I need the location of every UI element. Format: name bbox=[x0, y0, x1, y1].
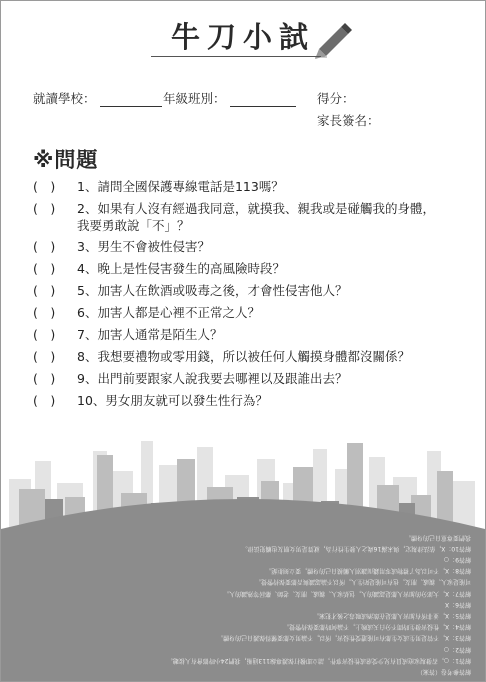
question-text: 4、晚上是性侵害發生的高風險時段？ bbox=[77, 261, 285, 276]
answer-blank[interactable]: ( ) bbox=[33, 179, 56, 194]
question-text: 1、請問全國保護專線電話是113嗎？ bbox=[77, 179, 284, 194]
question-6 bbox=[33, 304, 260, 321]
score-field bbox=[317, 89, 355, 107]
question-2 bbox=[33, 200, 435, 234]
question-text-continued: 我要勇敢說「不」？ bbox=[77, 218, 190, 233]
answer-line: 解答1：○，若發現家庭成員有兒少受虐或性侵害事件，請立即撥打保護專線113通報，我們24小時都會有人接聽。 bbox=[166, 656, 471, 664]
answer-blank[interactable]: ( ) bbox=[33, 261, 56, 276]
question-text: 7、加害人通常是陌生人？ bbox=[77, 327, 223, 342]
answer-blank[interactable]: ( ) bbox=[33, 201, 56, 216]
question-text: 9、出門前要跟家人說我要去哪裡以及跟誰出去？ bbox=[77, 371, 348, 386]
answer-blank[interactable]: ( ) bbox=[33, 371, 56, 386]
class-blank[interactable] bbox=[230, 93, 296, 107]
question-8 bbox=[33, 348, 410, 365]
answer-blank[interactable]: ( ) bbox=[33, 305, 56, 320]
answer-blank[interactable]: ( ) bbox=[33, 327, 56, 342]
class-label: 年級班別： bbox=[163, 91, 226, 106]
answer-line: 解答5：X，並非所有加害人都是在飲酒或吸毒之後才犯案。 bbox=[313, 611, 471, 619]
question-text: 10、男女朋友就可以發生性行為？ bbox=[77, 393, 268, 408]
question-3 bbox=[33, 238, 210, 255]
question-text: 8、我想要禮物或零用錢，所以被任何人觸摸身體都沒關係？ bbox=[77, 349, 410, 364]
school-label: 就讀學校： bbox=[33, 91, 96, 106]
question-10 bbox=[33, 392, 268, 409]
question-5 bbox=[33, 282, 347, 299]
question-9 bbox=[33, 370, 347, 387]
answer-line: 解答2：○ bbox=[443, 645, 471, 653]
question-text: 6、加害人都是心裡不正常之人？ bbox=[77, 305, 260, 320]
answer-line: 解答參考卷（答案） bbox=[416, 668, 471, 675]
school-field bbox=[33, 89, 162, 107]
answer-blank[interactable]: ( ) bbox=[33, 239, 56, 254]
answer-line: 解答3：X，不管是男生或女生都有可能遭受性侵害，所以，不論男女都要懂得保護自己的身體。 bbox=[217, 634, 471, 642]
answer-blank[interactable]: ( ) bbox=[33, 393, 56, 408]
class-field bbox=[163, 89, 296, 107]
answer-line: 解答6：X bbox=[445, 600, 471, 608]
pencil-icon bbox=[313, 19, 353, 59]
question-4 bbox=[33, 260, 285, 277]
answer-line: 解答10：X，依法律規定，與未滿16歲之人發生性行為，就算是男女朋友也觸犯法律。 bbox=[241, 544, 471, 552]
parent-signature-label: 家長簽名： bbox=[317, 113, 380, 128]
answer-blank[interactable]: ( ) bbox=[33, 349, 56, 364]
answer-line: 解答8：X，不可以為了禮物或零用錢而讓別人觸摸自己的身體，要立刻拒絕。 bbox=[265, 567, 471, 575]
answer-blank[interactable]: ( ) bbox=[33, 283, 56, 298]
question-text: 3、男生不會被性侵害？ bbox=[77, 239, 210, 254]
answer-line: 解答4：X，性侵害發生時間不分白天或晚上，不論何時都要保持警覺。 bbox=[283, 623, 471, 631]
section-title: ※問題 bbox=[33, 148, 99, 172]
answer-line: 可能是家人、親戚、朋友，也有可能是陌生人，所以不論認識與否都要保持警覺。 bbox=[254, 578, 471, 586]
answer-line: 解答7：X，大部分的加害人都是認識的人，包括家人、親戚、朋友、老師、鄰居等熟識的人。 bbox=[223, 589, 471, 597]
question-1 bbox=[33, 178, 284, 195]
question-text: 5、加害人在飲酒或吸毒之後，才會性侵害他人？ bbox=[77, 283, 348, 298]
question-7 bbox=[33, 326, 222, 343]
answer-line: 解答9：○ bbox=[443, 555, 471, 563]
title-underline bbox=[151, 56, 321, 57]
question-text: 2、如果有人沒有經過我同意，就摸我、親我或是碰觸我的身體， bbox=[77, 201, 435, 216]
school-blank[interactable] bbox=[100, 93, 162, 107]
title-block bbox=[1, 15, 485, 56]
answer-line: 我們要尊重自己的身體。 bbox=[404, 533, 471, 541]
upside-down-answer-key bbox=[21, 509, 471, 677]
parent-signature-field bbox=[317, 111, 380, 129]
worksheet-title: 牛刀小試 bbox=[170, 20, 315, 54]
score-label: 得分： bbox=[317, 91, 355, 106]
